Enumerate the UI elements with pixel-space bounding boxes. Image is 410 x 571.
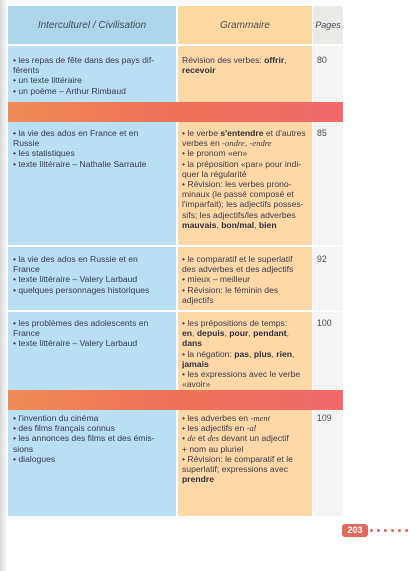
grammaire-line — [182, 254, 312, 264]
grammaire-line — [182, 199, 312, 209]
grammaire-line — [182, 274, 312, 284]
grammaire-line — [182, 159, 312, 169]
grammar-text: l'imparfait); les adjectifs posses- — [182, 199, 304, 210]
civilisation-line: • texte littéraire – Valery Larbaud — [13, 338, 138, 349]
row-3-grammaire — [182, 254, 312, 305]
grammar-text: • le verbe — [182, 128, 221, 138]
civilisation-line: • les repas de fête dans des pays dif- — [13, 55, 155, 65]
grammar-keyword: rien — [276, 348, 293, 359]
grammaire-line — [182, 433, 312, 443]
grammaire-line — [182, 220, 312, 230]
grammar-text: et — [195, 433, 208, 444]
row-divider — [8, 245, 343, 247]
grammaire-line — [182, 318, 312, 328]
grammar-suffix: des — [207, 433, 219, 444]
grammaire-line — [182, 128, 312, 138]
grammaire-line — [182, 169, 312, 179]
grammar-text: • Révision: le féminin des — [182, 284, 279, 295]
grammar-keyword: pendant — [253, 328, 287, 339]
grammar-text: • la négation: — [182, 348, 235, 359]
civilisation-line: • quelques personnages historiques — [13, 284, 150, 295]
grammar-suffix: -ondre — [222, 138, 245, 149]
civilisation-line: • un texte littéraire — [13, 75, 82, 86]
row-4-civilisation — [13, 318, 175, 349]
row-5-civilisation — [13, 413, 175, 464]
grammar-keyword: prendre — [182, 474, 214, 485]
grammaire-line — [182, 369, 312, 379]
grammar-text: , — [216, 219, 222, 230]
grammar-keyword: pour — [229, 328, 249, 339]
grammar-text: , — [286, 328, 289, 339]
row-2-civilisation — [13, 128, 175, 169]
row-divider — [8, 310, 343, 312]
grammar-text: • les adverbes en — [182, 413, 251, 423]
header-interculturel: Interculturel / Civilisation — [8, 6, 176, 44]
grammar-text: • les adjectifs en — [182, 423, 247, 434]
page-number-badge: 203 — [342, 524, 368, 537]
grammar-text: , — [192, 328, 197, 339]
header-grammaire: Grammaire — [178, 6, 312, 44]
civilisation-line: • les annonces des films et des émis- — [13, 433, 155, 444]
row-5-page: 109 — [317, 413, 332, 423]
grammar-text: , — [254, 219, 259, 230]
grammar-keyword: s'entendre — [220, 128, 264, 138]
grammar-text: , — [244, 138, 250, 149]
row-4-grammaire — [182, 318, 312, 389]
grammar-text: • le comparatif et le superlatif — [182, 254, 293, 264]
grammar-suffix: -al — [246, 423, 257, 434]
unit-separator-band — [8, 390, 343, 410]
row-1-page: 80 — [317, 55, 327, 65]
grammar-keyword: dans — [182, 338, 203, 349]
grammar-text: • les expressions avec le verbe — [182, 369, 301, 380]
civilisation-line: sions — [13, 443, 34, 454]
grammaire-line — [182, 138, 312, 148]
header-pages: Pages — [313, 6, 343, 44]
grammaire-line — [182, 179, 312, 189]
grammaire-line — [182, 413, 312, 423]
grammar-text: verbes en — [182, 138, 223, 149]
grammar-text: devant un adjectif — [218, 433, 289, 444]
grammaire-line — [182, 464, 312, 474]
grammar-text: • les prépositions de temps: — [182, 318, 288, 328]
row-4-page: 100 — [317, 318, 332, 328]
grammar-keyword: offrir — [264, 55, 285, 65]
grammar-keyword: recevoir — [182, 65, 216, 76]
civilisation-line: • les statistiques — [13, 148, 75, 159]
grammar-keyword: mauvais — [182, 219, 217, 230]
grammaire-line — [182, 379, 312, 389]
grammar-text: superlatif; expressions avec — [182, 464, 289, 475]
grammaire-line — [182, 55, 312, 65]
civilisation-line: • la vie des ados en France et en — [13, 128, 139, 138]
grammar-text: , — [292, 348, 295, 359]
grammar-text: • Révision: le comparatif et le — [182, 453, 293, 464]
row-1-grammaire — [182, 55, 312, 75]
row-2-grammaire — [182, 128, 312, 230]
grammaire-line — [182, 295, 312, 305]
civilisation-line: • la vie des ados en Russie et en — [13, 254, 138, 264]
civilisation-line: France — [13, 328, 40, 339]
grammar-suffix: de — [187, 433, 196, 444]
grammaire-line — [182, 65, 312, 75]
grammar-text: • Révision: les verbes prono- — [182, 179, 292, 190]
grammaire-line — [182, 444, 312, 454]
grammar-text: + nom au pluriel — [182, 443, 244, 454]
grammar-text: • le pronom «en» — [182, 148, 248, 159]
grammaire-line — [182, 148, 312, 158]
grammar-text: quer la régularité — [182, 168, 247, 179]
decorative-dots — [370, 529, 410, 532]
civilisation-line: férents — [13, 65, 40, 76]
grammar-text: , — [284, 55, 287, 65]
civilisation-line: • texte littéraire – Valery Larbaud — [13, 274, 138, 285]
grammar-keyword: jamais — [182, 358, 209, 369]
grammar-text: , — [248, 328, 254, 339]
grammar-keyword: depuis — [196, 328, 225, 339]
grammaire-line — [182, 349, 312, 359]
grammar-text: et d'autres — [263, 128, 306, 138]
civilisation-line: France — [13, 264, 40, 275]
civilisation-line: • les problèmes des adolescents en — [13, 318, 149, 328]
row-1-civilisation — [13, 55, 175, 96]
grammaire-line — [182, 338, 312, 348]
grammar-keyword: en — [182, 328, 193, 339]
grammar-keyword: pas — [234, 348, 250, 359]
grammar-text: • mieux – meilleur — [182, 274, 250, 285]
row-2-page: 85 — [317, 128, 327, 138]
grammar-text: des adverbes et des adjectifs — [182, 264, 294, 275]
grammar-text: , — [224, 328, 230, 339]
grammaire-line — [182, 264, 312, 274]
row-3-page: 92 — [317, 254, 327, 264]
grammaire-line — [182, 285, 312, 295]
civilisation-line: Russie — [13, 138, 40, 149]
grammar-keyword: bien — [258, 219, 277, 230]
grammar-suffix: -endre — [249, 138, 272, 149]
civilisation-line: • texte littéraire – Nathalie Sarraute — [13, 158, 147, 169]
grammar-suffix: -ment — [250, 413, 271, 423]
grammar-text: Révision des verbes: — [182, 55, 265, 65]
civilisation-line: • l'invention du cinéma — [13, 413, 99, 423]
grammar-text: • la préposition «par» pour indi- — [182, 158, 302, 169]
grammaire-line — [182, 474, 312, 484]
grammar-text: , — [249, 348, 254, 359]
grammaire-line — [182, 189, 312, 199]
grammaire-line — [182, 328, 312, 338]
grammar-text: minaux (le passé composé et — [182, 189, 294, 200]
grammar-text: sifs; les adjectifs/les adverbes — [182, 209, 296, 220]
grammaire-line — [182, 454, 312, 464]
row-5-grammaire — [182, 413, 312, 484]
grammar-text: adjectifs — [182, 294, 214, 305]
row-3-civilisation — [13, 254, 175, 295]
grammaire-line — [182, 210, 312, 220]
grammar-keyword: bon/mal — [221, 219, 255, 230]
civilisation-line: • des films français connus — [13, 423, 115, 434]
grammar-keyword: plus — [253, 348, 272, 359]
unit-separator-band — [8, 102, 343, 122]
grammar-text: , — [271, 348, 277, 359]
grammar-text: • — [182, 433, 188, 444]
grammar-text: «avoir» — [182, 379, 211, 390]
grammaire-line — [182, 359, 312, 369]
page-binding-shadow — [0, 0, 8, 571]
grammaire-line — [182, 423, 312, 433]
civilisation-line: • dialogues — [13, 453, 56, 464]
civilisation-line: • un poème – Arthur Rimbaud — [13, 85, 126, 96]
